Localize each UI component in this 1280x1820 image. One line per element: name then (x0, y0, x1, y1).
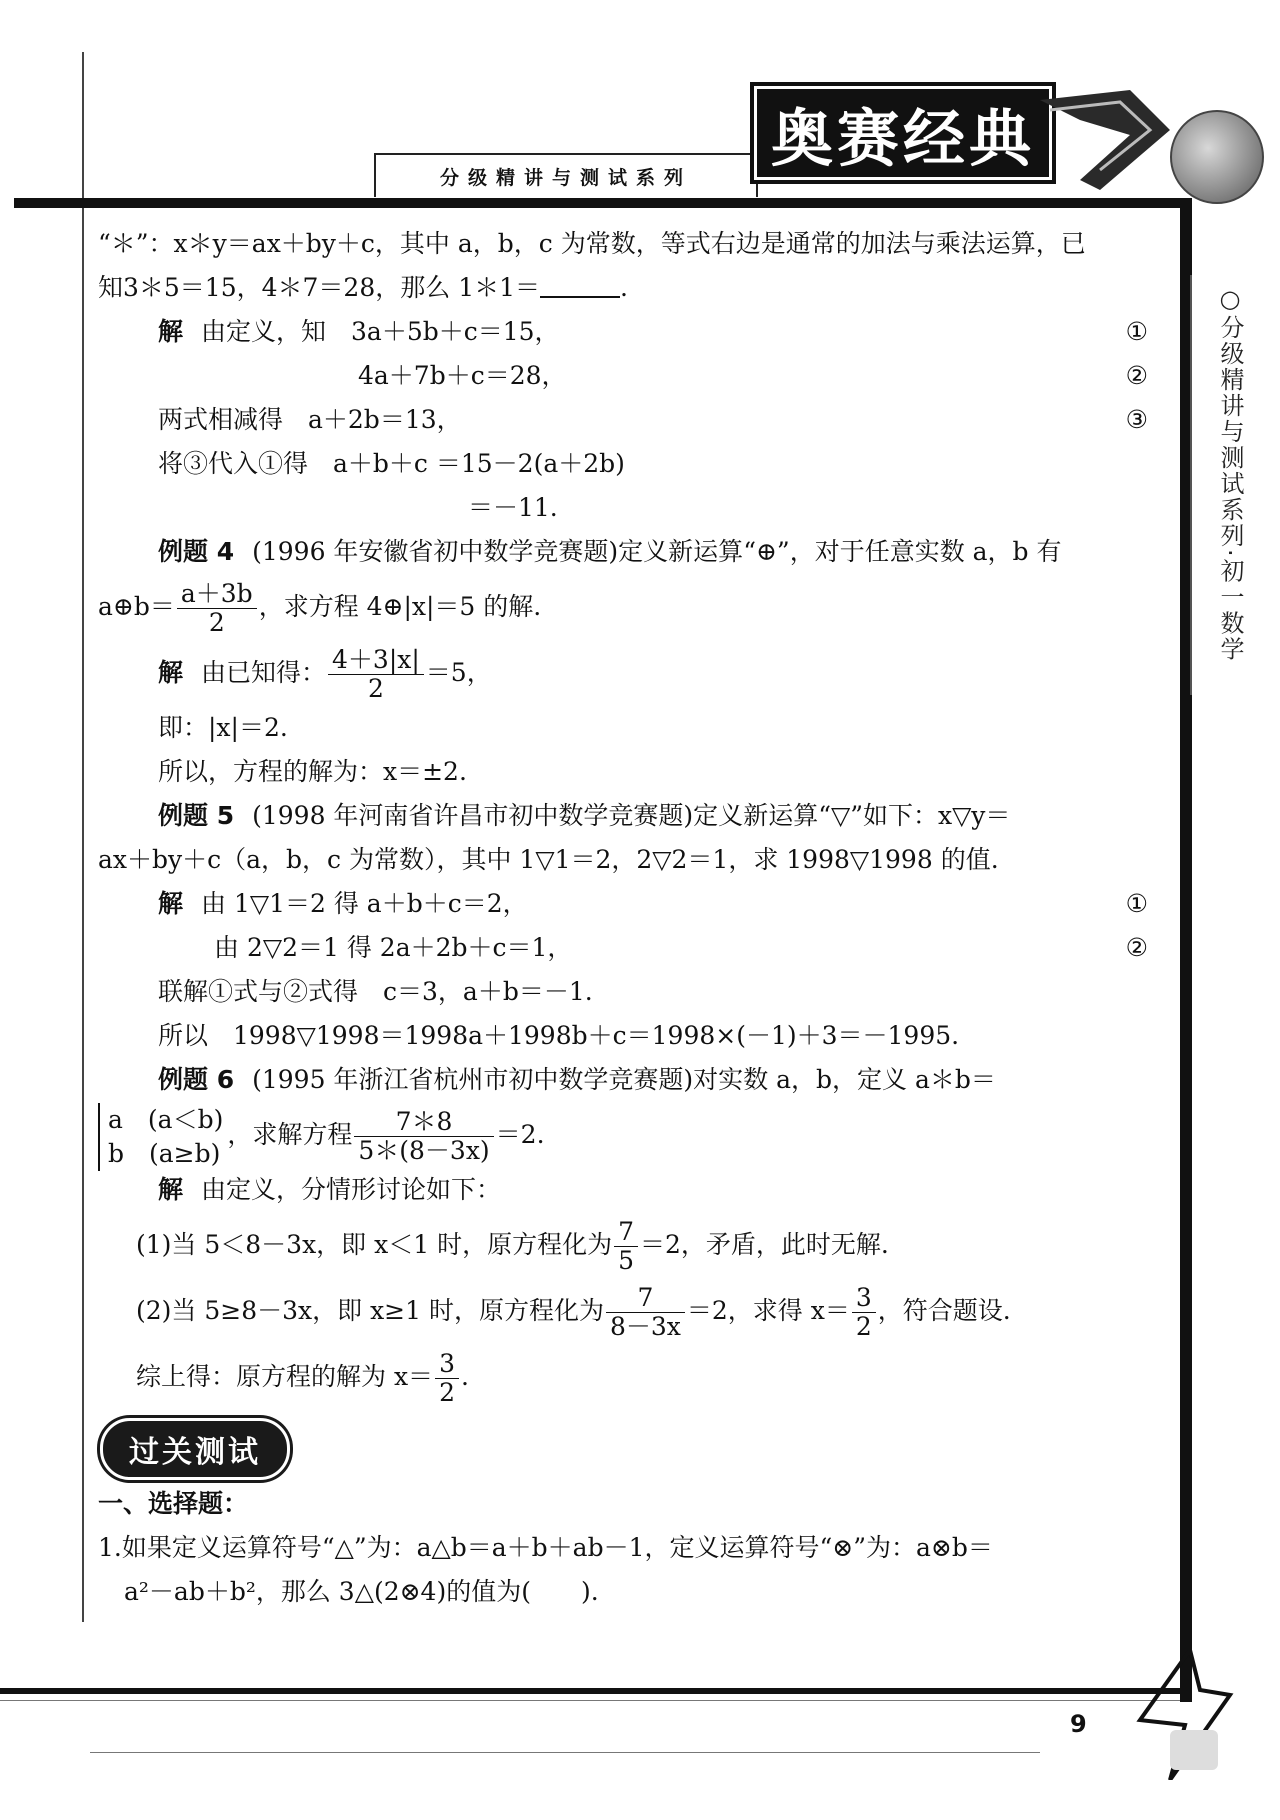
text: 联解①式与②式得 c＝3，a＋b＝－1. (158, 977, 593, 1006)
solution-line (98, 706, 1158, 750)
corner-arrow-icon (1130, 1650, 1240, 1780)
text: 由定义，分情形讨论如下： (201, 1175, 502, 1204)
numerator: a＋3b (177, 580, 257, 609)
bottom-rule (0, 1700, 1180, 1701)
text: a²－ab＋b²，那么 3△(2⊗4)的值为( ). (124, 1577, 599, 1606)
text: (1998 年河南省许昌市初中数学竞赛题)定义新运算“▽”如下：x▽y＝ (252, 801, 1011, 830)
solution-line (98, 882, 1158, 926)
text: . (460, 1362, 469, 1391)
equation-marker: ② (1125, 361, 1148, 390)
example-label: 例题 6 (158, 1065, 235, 1094)
text: 4a＋7b＋c＝28， (358, 361, 567, 390)
numerator: 7 (614, 1218, 638, 1247)
fraction (328, 646, 424, 703)
denominator: 2 (439, 1378, 455, 1407)
example-line (98, 530, 1158, 574)
solution-line (98, 1212, 1158, 1278)
text: (1995 年浙江省杭州市初中数学竞赛题)对实数 a，b，定义 a＊b＝ (252, 1065, 996, 1094)
denominator: 5＊(8－3x) (358, 1136, 490, 1165)
solution-line (98, 640, 1158, 706)
series-header: 分级精讲与测试系列 (374, 153, 758, 197)
denominator: 2 (855, 1312, 872, 1341)
text: ，求解方程 (227, 1120, 353, 1149)
bottom-rule-2 (90, 1752, 1040, 1753)
numerator: 3 (435, 1350, 459, 1379)
text: “＊”：x＊y＝ax＋by＋c，其中 a，b，c 为常数，等式右边是通常的加法与乘法运算，已 (98, 229, 1086, 258)
text: (1)当 5＜8－3x，即 x＜1 时，原方程化为 (136, 1230, 613, 1259)
side-series-text: ○分级精讲与测试系列·初一数学 (1216, 285, 1244, 663)
text: 1.如果定义运算符号“△”为：a△b＝a＋b＋ab－1，定义运算符号“⊗”为：a⊗b＝ (98, 1533, 993, 1562)
example-line (98, 838, 1158, 882)
numerator: 3 (852, 1284, 876, 1313)
equation-marker: ② (1125, 933, 1148, 962)
solution-label: 解 (158, 658, 184, 687)
numerator: 7＊8 (354, 1108, 493, 1137)
equation-marker: ① (1125, 889, 1148, 918)
numerator: 4＋3|x| (328, 646, 424, 675)
solution-line (98, 970, 1158, 1014)
text: ＝2. (495, 1120, 545, 1149)
example-line (98, 794, 1158, 838)
text: ＝－11. (468, 493, 558, 522)
question-line (98, 1526, 1158, 1570)
text: 将③代入①得 a＋b＋c ＝15－2(a＋2b) (158, 449, 625, 478)
solution-line (98, 442, 1158, 486)
solution-line (98, 354, 1158, 398)
text: 知3＊5＝15，4＊7＝28，那么 1＊1＝ (98, 273, 541, 302)
denominator: 2 (367, 674, 384, 703)
text: ，求方程 4⊕|x|＝5 的解. (258, 592, 542, 621)
equation-marker: ③ (1125, 405, 1148, 434)
solution-line (98, 1014, 1158, 1058)
test-badge: 过关测试 (100, 1418, 290, 1480)
fraction (606, 1284, 685, 1341)
denominator: 2 (208, 608, 225, 637)
text: ，符合题设. (877, 1296, 1011, 1325)
brand-title: 奥赛经典 (750, 82, 1056, 184)
solution-line (98, 750, 1158, 794)
solution-line (98, 310, 1158, 354)
case: a (a＜b) (108, 1104, 224, 1134)
solution-label: 解 (158, 317, 184, 346)
solution-line (98, 926, 1158, 970)
text-line (98, 222, 1158, 266)
equation-marker: ① (1125, 317, 1148, 346)
solution-line (98, 1278, 1158, 1344)
frame-bottom-bar (0, 1688, 1180, 1694)
solution-line (98, 398, 1158, 442)
case: b (a≥b) (108, 1138, 221, 1168)
solution-line (98, 1344, 1158, 1410)
side-rule (1190, 275, 1192, 695)
section-title: 一、选择题： (98, 1489, 249, 1518)
text: 由 2▽2＝1 得 2a＋2b＋c＝1， (214, 933, 573, 962)
text: . (620, 273, 628, 302)
fraction (435, 1350, 459, 1407)
solution-line (98, 1168, 1158, 1212)
example-line (98, 1102, 1158, 1168)
text: 所以，方程的解为：x＝±2. (158, 757, 467, 786)
example-line (98, 574, 1158, 640)
medal-icon (1170, 110, 1264, 204)
text: (1996 年安徽省初中数学竞赛题)定义新运算“⊕”，对于任意实数 a，b 有 (252, 537, 1062, 566)
denominator: 8－3x (609, 1312, 681, 1341)
fraction (852, 1284, 876, 1341)
text: ＝2，矛盾，此时无解. (639, 1230, 889, 1259)
text: ＝5， (425, 658, 492, 687)
text: 由已知得： (201, 658, 327, 687)
fraction (354, 1108, 493, 1165)
text: (2)当 5≥8－3x，即 x≥1 时，原方程化为 (136, 1296, 604, 1325)
page-content (98, 222, 1158, 1614)
text: ax＋by＋c（a，b，c 为常数），其中 1▽1＝2，2▽2＝1，求 1998▽1998 的值. (98, 845, 999, 874)
ribbon-icon (1040, 90, 1180, 200)
example-line (98, 1058, 1158, 1102)
text-line (98, 266, 1158, 310)
example-label: 例题 4 (158, 537, 235, 566)
numerator: 7 (606, 1284, 685, 1313)
example-label: 例题 5 (158, 801, 235, 830)
text: 由定义，知 3a＋5b＋c＝15， (201, 317, 560, 346)
test-badge-row (98, 1410, 1158, 1482)
text: 由 1▽1＝2 得 a＋b＋c＝2， (201, 889, 528, 918)
solution-label: 解 (158, 1175, 184, 1204)
answer-blank (540, 270, 620, 298)
text: 综上得：原方程的解为 x＝ (136, 1362, 434, 1391)
solution-label: 解 (158, 889, 184, 918)
question-line (98, 1570, 1158, 1614)
fraction (614, 1218, 638, 1275)
text: ＝2，求得 x＝ (686, 1296, 850, 1325)
text: a⊕b＝ (98, 592, 175, 621)
text: 所以 1998▽1998＝1998a＋1998b＋c＝1998×(－1)＋3＝－1995. (158, 1021, 960, 1050)
page-number: 9 (1070, 1710, 1087, 1738)
piecewise-definition (98, 1103, 223, 1171)
fraction (177, 580, 257, 637)
solution-line (98, 486, 1158, 530)
denominator: 5 (618, 1246, 634, 1275)
text: 即：|x|＝2. (158, 713, 288, 742)
text: 两式相减得 a＋2b＝13， (158, 405, 462, 434)
